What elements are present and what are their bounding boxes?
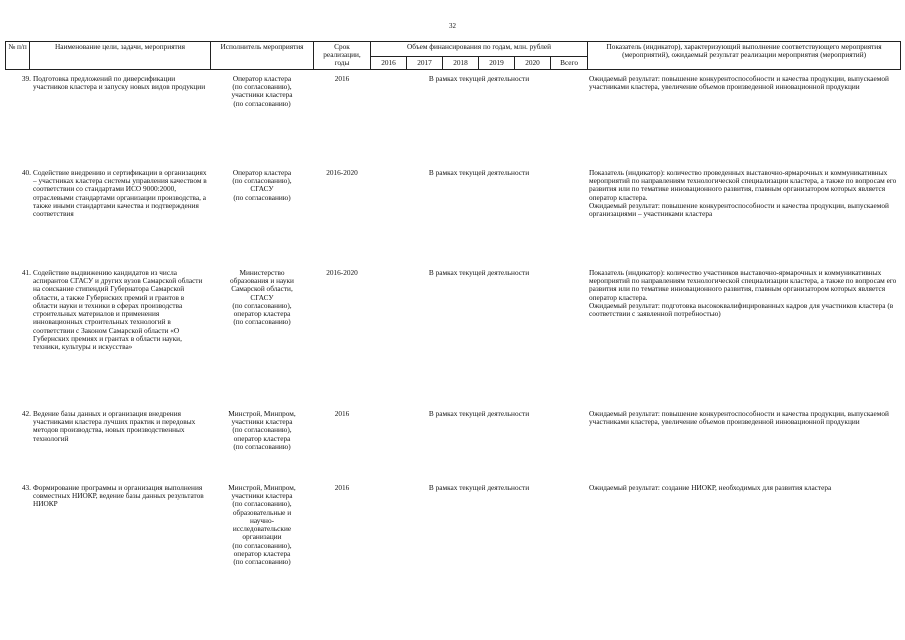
indicator-paragraph: Ожидаемый результат: повышение конкурентоспособности и качества продукции, выпускаемой участниками кластера, увеличение объемов произведенной инновационной продукции	[589, 408, 889, 426]
program-table	[5, 41, 900, 567]
row-activity-name: Ведение базы данных и организация внедрения участниками кластера лучших практик и передовых методов производства, новых производственных технологий	[33, 408, 196, 443]
executor-line: образовательные и	[232, 507, 292, 517]
header-indicator: Показатель (индикатор), характеризующий выполнение соответствующего мероприятия (мероприятий), ожидаемый результат реализации мероприятия (мероприятий)	[588, 42, 901, 70]
row-funding: В рамках текущей деятельности	[428, 167, 530, 177]
executor-line: СГАСУ	[250, 184, 274, 194]
indicator-paragraph: Ожидаемый результат: повышение конкурентоспособности и качества продукции, выпускаемой участниками кластера, увеличение объемов произведенной инновационной продукции	[589, 73, 889, 91]
executor-line: (по согласованию),	[232, 175, 292, 185]
header-total: Всего	[551, 56, 588, 69]
executor-line: Оператор кластера	[232, 167, 292, 177]
executor-line: Минстрой, Минпром,	[228, 408, 296, 418]
header-term: Срок реализации, годы	[314, 42, 371, 70]
executor-line: Самарской области,	[231, 284, 293, 294]
header-year: 2019	[479, 56, 515, 69]
executor-line: исследовательские	[232, 524, 292, 534]
header-year: 2017	[407, 56, 443, 69]
executor-line: научно-	[249, 515, 275, 525]
row-executor	[211, 269, 313, 327]
executor-line: образования и науки	[230, 275, 294, 285]
executor-line: оператор кластера	[233, 309, 291, 319]
row-number: 39.	[21, 73, 31, 83]
indicator-paragraph: Ожидаемый результат: повышение конкурентоспособности и качества продукции, выпускаемой организациями – участниками кластера	[589, 200, 889, 219]
row-term: 2016	[334, 482, 350, 492]
header-year: 2018	[443, 56, 479, 69]
executor-line: СГАСУ	[250, 292, 274, 302]
executor-line: участники кластера	[231, 490, 293, 500]
row-term: 2016	[334, 408, 350, 418]
header-year: 2020	[515, 56, 551, 69]
row-indicator	[589, 75, 900, 92]
header-num: № п/п	[6, 42, 30, 70]
executor-line: (по согласованию),	[232, 300, 292, 310]
row-executor	[211, 410, 313, 451]
executor-line: организации	[242, 532, 282, 542]
executor-line: (по согласованию)	[233, 98, 291, 108]
executor-line: Оператор кластера	[232, 73, 292, 83]
row-indicator	[589, 269, 900, 319]
row-activity-name: Подготовка предложений по диверсификации участников кластера и запуску новых видов продукции	[33, 73, 206, 91]
executor-line: Минстрой, Минпром,	[228, 482, 296, 492]
page-number: 32	[449, 22, 456, 30]
executor-line: участники кластера	[231, 416, 293, 426]
row-term: 2016	[334, 73, 350, 83]
indicator-paragraph: Показатель (индикатор): количество участников выставочно-ярмарочных и коммуникативных мероприятий по направлениям технологической специализации кластера, а также по вопросам его развития или по тематике инновационного развития, главным организатором которых является оператор кластера.	[589, 267, 897, 302]
header-funding: Объем финансирования по годам, млн. рублей	[371, 42, 588, 57]
executor-line: оператор кластера	[233, 548, 291, 558]
indicator-paragraph: Ожидаемый результат: создание НИОКР, необходимых для развития кластера	[589, 482, 832, 492]
row-number: 42.	[21, 408, 31, 418]
row-indicator	[589, 410, 900, 427]
row-activity-name: Содействие внедрению и сертификации в организациях – участниках кластера системы управления качеством в соответствии со стандартами ИСО 9000:2000, отраслевыми стандартами организации производства, а также иными стандартами качества и подтверждения соответствия	[33, 167, 207, 219]
executor-line: Министерство	[239, 267, 285, 277]
executor-line: (по согласованию),	[232, 540, 292, 550]
row-funding: В рамках текущей деятельности	[428, 73, 530, 83]
indicator-paragraph: Ожидаемый результат: подготовка высококвалифицированных кадров для участников кластера (в соответствии с заявленной потребностью)	[589, 300, 894, 319]
row-number: 43.	[21, 482, 31, 492]
executor-line: (по согласованию),	[232, 81, 292, 91]
row-funding: В рамках текущей деятельности	[428, 267, 530, 277]
executor-line: (по согласованию)	[233, 557, 291, 567]
executor-line: оператор кластера	[233, 433, 291, 443]
executor-line: (по согласованию),	[232, 425, 292, 435]
header-executor: Исполнитель мероприятия	[211, 42, 314, 70]
row-executor	[211, 169, 313, 202]
row-executor	[211, 75, 313, 108]
row-funding: В рамках текущей деятельности	[428, 408, 530, 418]
header-year: 2016	[371, 56, 407, 69]
header-name: Наименование цели, задачи, мероприятия	[30, 42, 211, 70]
executor-line: (по согласованию)	[233, 317, 291, 327]
executor-line: (по согласованию),	[232, 499, 292, 509]
row-activity-name: Формирование программы и организация выполнения совместных НИОКР, ведение базы данных результатов НИОКР	[33, 482, 204, 509]
row-number: 40.	[21, 167, 31, 177]
row-funding: В рамках текущей деятельности	[428, 482, 530, 492]
table-header	[5, 41, 901, 70]
executor-line: (по согласованию)	[233, 441, 291, 451]
row-indicator	[589, 484, 900, 492]
row-indicator	[589, 169, 900, 219]
row-executor	[211, 484, 313, 567]
row-activity-name: Содействие выдвижению кандидатов из числа аспирантов СГАСУ и других вузов Самарской области на соискание стипендий Губернатора Самарской области, а также Губернских премий и грантов в области науки и техники в сферах производства строительных материалов и применения инновационных строительных технологий в соответствии с Законом Самарской области «О Губернских премиях и грантах в области науки, техники, культуры и искусства»	[33, 267, 203, 352]
row-term: 2016-2020	[326, 167, 358, 177]
row-number: 41.	[21, 267, 31, 277]
executor-line: участники кластера	[231, 90, 293, 100]
executor-line: (по согласованию)	[233, 192, 291, 202]
indicator-paragraph: Показатель (индикатор): количество проведенных выставочно-ярмарочных и коммуникативных мероприятий по направлениям технологической специализации кластера, а также по вопросам его развития или по тематике инновационного развития, главным организатором которых является оператор кластера.	[589, 167, 897, 202]
row-term: 2016-2020	[326, 267, 358, 277]
